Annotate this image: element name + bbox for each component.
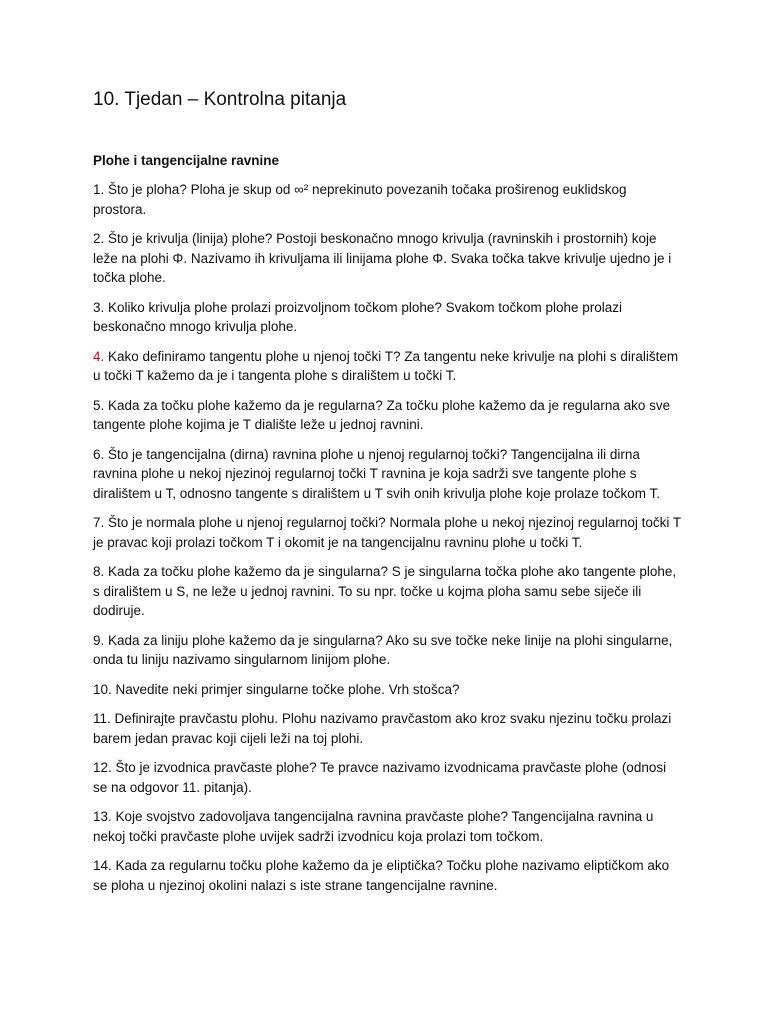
question-text: Što je krivulja (linija) plohe? Postoji beskonačno mnogo krivulja (ravninskih i prostornih) koje leže na plohi Φ. Nazivamo ih krivuljama ili linijama plohe Φ. Svaka točka takve krivulje ujedno je i točka plohe.: [93, 231, 672, 285]
question-text: Kada za točku plohe kažemo da je singularna? S je singularna točka plohe ako tangente plohe, s diralištem u S, ne leže u jednoj ravnini. To su npr. točke u kojma ploha samu sebe siječe ili dodiruje.: [93, 564, 677, 618]
question-6: [93, 445, 683, 504]
question-number: 4.: [93, 348, 105, 364]
question-text: Kada za liniju plohe kažemo da je singularna? Ako su sve točke neke linije na plohi singularne, onda tu liniju nazivamo singularnom linijom plohe.: [93, 632, 673, 667]
question-number: 10.: [93, 681, 112, 697]
question-text: Što je normala plohe u njenoj regularnoj točki? Normala plohe u nekoj njezinoj regularnoj točki T je pravac koji prolazi točkom T i okomit je na tangencijalnu ravninu plohe u točki T.: [93, 515, 681, 550]
question-text: Kako definiramo tangentu plohe u njenoj točki T? Za tangentu neke krivulje na plohi s diralištem u točki T kažemo da je i tangenta plohe s diralištem u točki T.: [93, 348, 679, 383]
question-text: Što je ploha? Ploha je skup od ∞² neprekinuto povezanih točaka proširenog euklidskog prostora.: [93, 182, 627, 217]
question-text: Koliko krivulja plohe prolazi proizvoljnom točkom plohe? Svakom točkom plohe prolazi beskonačno mnogo krivulja plohe.: [93, 299, 623, 334]
question-text: Navedite neki primjer singularne točke plohe. Vrh stošca?: [111, 681, 460, 697]
question-number: 2.: [93, 231, 105, 246]
question-8: [93, 562, 683, 621]
question-3: [93, 298, 683, 337]
question-13: [93, 807, 683, 846]
question-number: 12.: [93, 760, 112, 775]
question-number: 13.: [93, 809, 112, 824]
question-text: Kada za regularnu točku plohe kažemo da je eliptička? Točku plohe nazivamo eliptičkom ako se ploha u njezinoj okolini nalazi s iste strane tangencijalne ravnine.: [93, 858, 670, 893]
question-text: Što je tangencijalna (dirna) ravnina plohe u njenoj regularnoj točki? Tangencijalna ili dirna ravnina plohe u nekoj njezinoj regularnoj točki T ravnina je koja sadrži sve tangente plohe s diralištem u T, odnosno tangente s diralištem u T svih onih krivulja plohe koje prolaze točkom T.: [93, 446, 661, 501]
question-number: 14.: [93, 858, 112, 873]
question-text: Što je izvodnica pravčaste plohe? Te pravce nazivamo izvodnicama pravčaste plohe (odnosi se na odgovor 11. pitanja).: [93, 760, 667, 795]
question-14: [93, 856, 683, 895]
section-heading: Plohe i tangencijalne ravnine: [93, 153, 280, 168]
question-12: [93, 758, 683, 797]
question-number: 11.: [93, 711, 111, 726]
question-number: 3.: [93, 299, 105, 315]
question-number: 5.: [93, 397, 105, 413]
question-9: [93, 631, 683, 670]
question-2: [93, 229, 683, 288]
question-11: [93, 709, 683, 748]
question-number: 9.: [93, 632, 105, 648]
question-text: Kada za točku plohe kažemo da je regularna? Za točku plohe kažemo da je regularna ako sve tangente plohe kojima je T dialište leže u jednoj ravnini.: [93, 397, 671, 432]
page-title: 10. Tjedan – Kontrolna pitanja: [93, 89, 347, 110]
question-number: 7.: [93, 515, 105, 530]
question-text: Definirajte pravčastu plohu. Plohu nazivamo pravčastom ako kroz svaku njezinu točku prolazi barem jedan pravac koji cijeli leži na toj plohi.: [93, 711, 672, 746]
question-7: [93, 513, 683, 552]
question-number: 6.: [93, 446, 105, 462]
question-number: 8.: [93, 564, 105, 579]
question-number: 1.: [93, 182, 105, 197]
question-10: [93, 680, 683, 700]
question-1: [93, 180, 683, 219]
question-5: [93, 396, 683, 435]
question-text: Koje svojstvo zadovoljava tangencijalna ravnina pravčaste plohe? Tangencijalna ravnina u nekoj točki pravčaste plohe uvijek sadrži izvodnicu koja prolazi tom točkom.: [93, 809, 654, 844]
question-4: [93, 347, 683, 386]
question-list: [93, 180, 683, 905]
